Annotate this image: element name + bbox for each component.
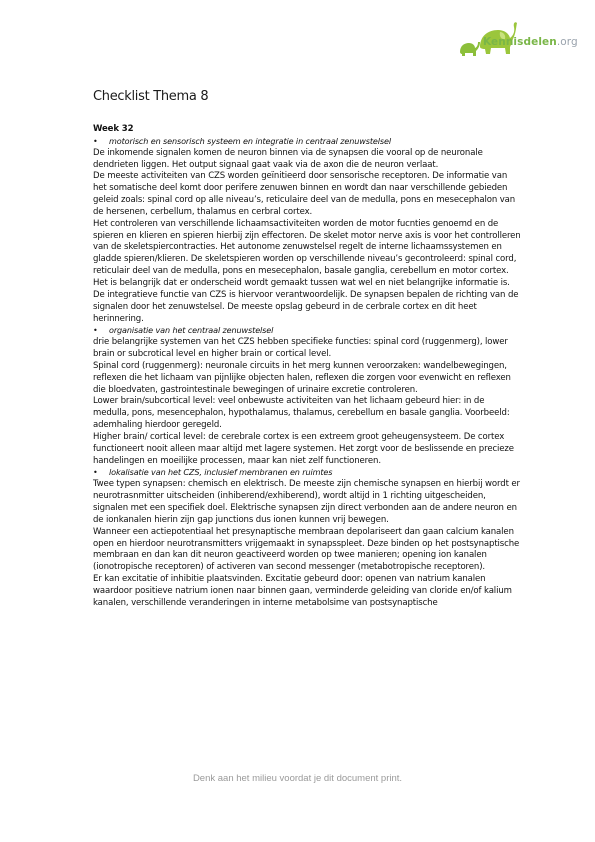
paragraph: De meeste activiteiten van CZS worden geïnitieerd door sensorische receptoren. De informatie van het somatische deel komt door perifere zenuwen binnen en wordt dan naar verschillende gebieden geleid zoals: spinal cord op alle niveau’s, reticulaire deel van de medulla, pons en mesecephalon van de hersenen, cerbellum, thalamus en cerbral cortex. [93,171,516,217]
section-heading [93,467,523,479]
paragraph: drie belangrijke systemen van het CZS hebben specifieke functies: spinal cord (ruggenmerg), lower brain or subcrotical level en higher brain or cortical level. [93,337,508,360]
document-body [93,124,523,610]
logo-word-org: .org [556,36,578,48]
section-heading-text: organisatie van het centraal zenuwstelsel [109,325,274,336]
logo-word-kennis: Kennis [483,36,524,48]
bullet-icon: • [93,325,98,336]
logo-wordmark[interactable] [483,36,578,48]
paragraph: Wanneer een actiepotentiaal het presynaptische membraan depolariseert dan gaan calcium kanalen open en hierdoor neurotransmitters vrijgemaakt in synapsspleet. Deze binden op het postsynaptische membraan en dan kan dit neuron geactiveerd worden op twee manieren; opening ion kanalen (ionotropische receptoren) of activeren van second messenger (metabotropische receptoren). [93,526,520,573]
section-heading-text: lokalisatie van het CZS, inclusief membranen en ruimtes [109,467,333,478]
section-heading-text: motorisch en sensorisch systeem en integratie in centraal zenuwstelsel [109,135,391,146]
section-heading [93,325,523,337]
bullet-icon: • [93,135,98,146]
paragraph: Lower brain/subcortical level: veel onbewuste activiteiten van het lichaam gebeurd hier: in de medulla, pons, mesencephalon, hypothalamus, thalamus, cerebellum en basale ganglia. Voorbeeld: ademhaling hierdoor geregeld. [93,396,510,431]
paragraph: Er kan excitatie of inhibitie plaatsvinden. Excitatie gebeurd door: openen van natrium kanalen waardoor positieve natrium ionen naar binnen gaan, verminderde geleiding van cloride en/of kalium kanalen, verschillende veranderingen in interne metabolsime van postsynaptische [93,574,512,608]
bullet-icon: • [93,467,98,478]
paragraph: Spinal cord (ruggenmerg): neuronale circuits in het merg kunnen veroorzaken: wandelbewegingen, reflexen die het lichaam van pijnlijke objecten halen, reflexen die zorgen voor evenwicht en reflexen die bloedvaten, gastrointestinale bewegingen of urinaire excretie controleren. [93,360,511,395]
document-title: Checklist Thema 8 [93,89,209,104]
logo-word-delen: delen [523,36,557,48]
paragraph: Het controleren van verschillende lichaamsactiviteiten worden de motor fucnties genoemd en de spieren en klieren en spieren hierbij zijn effectoren. De skelet motor nerve axis is voor het controlleren van de skeletspiercontracties. Het autonome zenuwstelsel regelt de interne lichaamssystemen en gladde spieren/klieren. De skeletspieren worden op verschillende niveau’s gecontroleerd: spinal cord, reticulair deel van de medulla, pons en mesecephalon, basale ganglia, cerebellum en motor cortex. [93,218,521,277]
section-heading [93,136,523,148]
week-heading: Week 32 [93,124,134,134]
paragraph: De inkomende signalen komen de neuron binnen via de synapsen die vooral op de neuronale dendrieten liggen. Het output signaal gaat vaak via de axon die de neuron verlaat. [93,147,483,170]
paragraph: Het is belangrijk dat er onderscheid wordt gemaakt tussen wat wel en niet belangrijke informatie is. De integratieve functie van CZS is hiervoor verantwoordelijk. De synapsen bepalen de richting van de signalen door het zenuwstelsel. De meeste opslag gebeurd in de cerbrale cortex en dit heet herinnering. [93,277,519,324]
page-footer: Denk aan het milieu voordat je dit document print. [192,773,403,784]
paragraph: Higher brain/ cortical level: de cerebrale cortex is een extreem groot geheugensysteem. De cortex functioneert nooit alleen maar altijd met lagere systemen. Het zorgt voor de beslissende en precieze handelingen en moeilijke processen, maar kan niet zelf functioneren. [93,431,514,466]
paragraph: Twee typen synapsen: chemisch en elektrisch. De meeste zijn chemische synapsen en hierbij wordt er neurotrasnmitter uitscheiden (inhiberend/exhiberend), wordt altijd in 1 richting uitgescheiden, signalen met een specifiek doel. Elektrische synapsen zijn direct verbonden aan de andere neuron en de ionkanalen hierin zijn gap junctions dus ionen kunnen vrij bewegen. [93,479,520,525]
